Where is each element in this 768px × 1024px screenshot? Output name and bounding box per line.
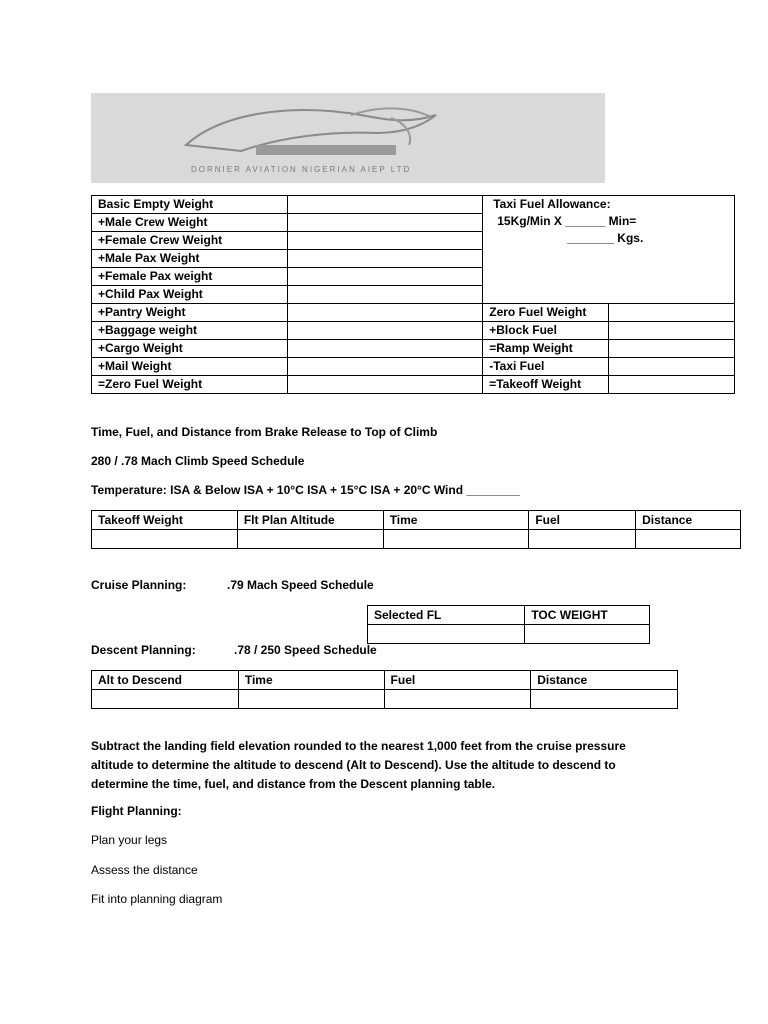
fuel-label: -Taxi Fuel xyxy=(483,358,609,376)
cruise-table xyxy=(367,605,650,644)
weight-value-cell[interactable] xyxy=(287,268,482,286)
descent-cell[interactable] xyxy=(531,690,678,709)
descent-cell[interactable] xyxy=(92,690,239,709)
weight-table xyxy=(91,195,735,394)
weight-label: +Mail Weight xyxy=(92,358,288,376)
descent-label: Descent Planning: xyxy=(91,643,196,657)
weight-value-cell[interactable] xyxy=(287,250,482,268)
taxi-fuel-box xyxy=(483,196,735,304)
descent-instructions: Subtract the landing field elevation rounded to the nearest 1,000 feet from the cruise pressure altitude to determine the altitude to descend (Alt to Descend). Use the altitude to descend to determine the time, fuel, and distance from the Descent planning table. xyxy=(91,739,626,791)
descent-schedule: .78 / 250 Speed Schedule xyxy=(234,643,377,657)
weight-label: +Child Pax Weight xyxy=(92,286,288,304)
flight-planning-item: Assess the distance xyxy=(91,863,198,877)
logo-text: DORNIER AVIATION NIGERIAN AIEP LTD xyxy=(191,165,412,174)
weight-value-cell[interactable] xyxy=(287,358,482,376)
flight-planning-item: Fit into planning diagram xyxy=(91,892,223,906)
cruise-schedule: .79 Mach Speed Schedule xyxy=(227,578,374,592)
weight-label: =Zero Fuel Weight xyxy=(92,376,288,394)
descent-cell[interactable] xyxy=(238,690,384,709)
weight-label: +Baggage weight xyxy=(92,322,288,340)
climb-schedule: 280 / .78 Mach Climb Speed Schedule xyxy=(91,454,305,468)
cruise-label: Cruise Planning: xyxy=(91,578,187,592)
fuel-label: +Block Fuel xyxy=(483,322,609,340)
bird-logo-icon xyxy=(91,93,605,183)
descent-header-fuel: Fuel xyxy=(384,671,531,690)
weight-label: +Cargo Weight xyxy=(92,340,288,358)
weight-label: +Female Crew Weight xyxy=(92,232,288,250)
climb-table xyxy=(91,510,741,549)
weight-label: +Male Pax Weight xyxy=(92,250,288,268)
fuel-value-cell[interactable] xyxy=(609,358,735,376)
temperature-line: Temperature: ISA & Below ISA + 10°C ISA + 15°C ISA + 20°C Wind ________ xyxy=(91,483,520,497)
descent-cell[interactable] xyxy=(384,690,531,709)
weight-label: Basic Empty Weight xyxy=(92,196,288,214)
flight-planning-item: Plan your legs xyxy=(91,833,168,847)
climb-title: Time, Fuel, and Distance from Brake Release to Top of Climb xyxy=(91,425,438,439)
fuel-label: Zero Fuel Weight xyxy=(483,304,609,322)
descent-header-alt: Alt to Descend xyxy=(92,671,239,690)
climb-header-altitude: Flt Plan Altitude xyxy=(237,511,383,530)
climb-header-fuel: Fuel xyxy=(529,511,636,530)
weight-value-cell[interactable] xyxy=(287,214,482,232)
weight-value-cell[interactable] xyxy=(287,340,482,358)
weight-value-cell[interactable] xyxy=(287,304,482,322)
climb-header-takeoff-weight: Takeoff Weight xyxy=(92,511,238,530)
cruise-header-toc-weight: TOC WEIGHT xyxy=(525,606,650,625)
climb-cell[interactable] xyxy=(383,530,529,549)
fuel-value-cell[interactable] xyxy=(609,322,735,340)
taxi-fuel-title: Taxi Fuel Allowance: xyxy=(493,197,611,211)
company-logo xyxy=(91,93,605,183)
fuel-value-cell[interactable] xyxy=(609,340,735,358)
climb-header-distance: Distance xyxy=(636,511,741,530)
descent-header-distance: Distance xyxy=(531,671,678,690)
climb-cell[interactable] xyxy=(529,530,636,549)
cruise-cell[interactable] xyxy=(368,625,525,644)
weight-label: +Female Pax weight xyxy=(92,268,288,286)
flight-planning-title: Flight Planning: xyxy=(91,804,182,818)
descent-header-time: Time xyxy=(238,671,384,690)
fuel-value-cell[interactable] xyxy=(609,376,735,394)
weight-value-cell[interactable] xyxy=(287,286,482,304)
descent-table xyxy=(91,670,678,709)
cruise-cell[interactable] xyxy=(525,625,650,644)
climb-cell[interactable] xyxy=(92,530,238,549)
fuel-label: =Takeoff Weight xyxy=(483,376,609,394)
fuel-value-cell[interactable] xyxy=(609,304,735,322)
weight-value-cell[interactable] xyxy=(287,376,482,394)
climb-header-time: Time xyxy=(383,511,529,530)
weight-label: +Male Crew Weight xyxy=(92,214,288,232)
weight-label: +Pantry Weight xyxy=(92,304,288,322)
weight-value-cell[interactable] xyxy=(287,232,482,250)
taxi-fuel-rate: 15Kg/Min X ______ Min= xyxy=(497,214,637,228)
taxi-fuel-kgs: _______ Kgs. xyxy=(567,231,644,245)
climb-cell[interactable] xyxy=(636,530,741,549)
climb-cell[interactable] xyxy=(237,530,383,549)
cruise-header-selected-fl: Selected FL xyxy=(368,606,525,625)
weight-value-cell[interactable] xyxy=(287,322,482,340)
fuel-label: =Ramp Weight xyxy=(483,340,609,358)
weight-value-cell[interactable] xyxy=(287,196,482,214)
